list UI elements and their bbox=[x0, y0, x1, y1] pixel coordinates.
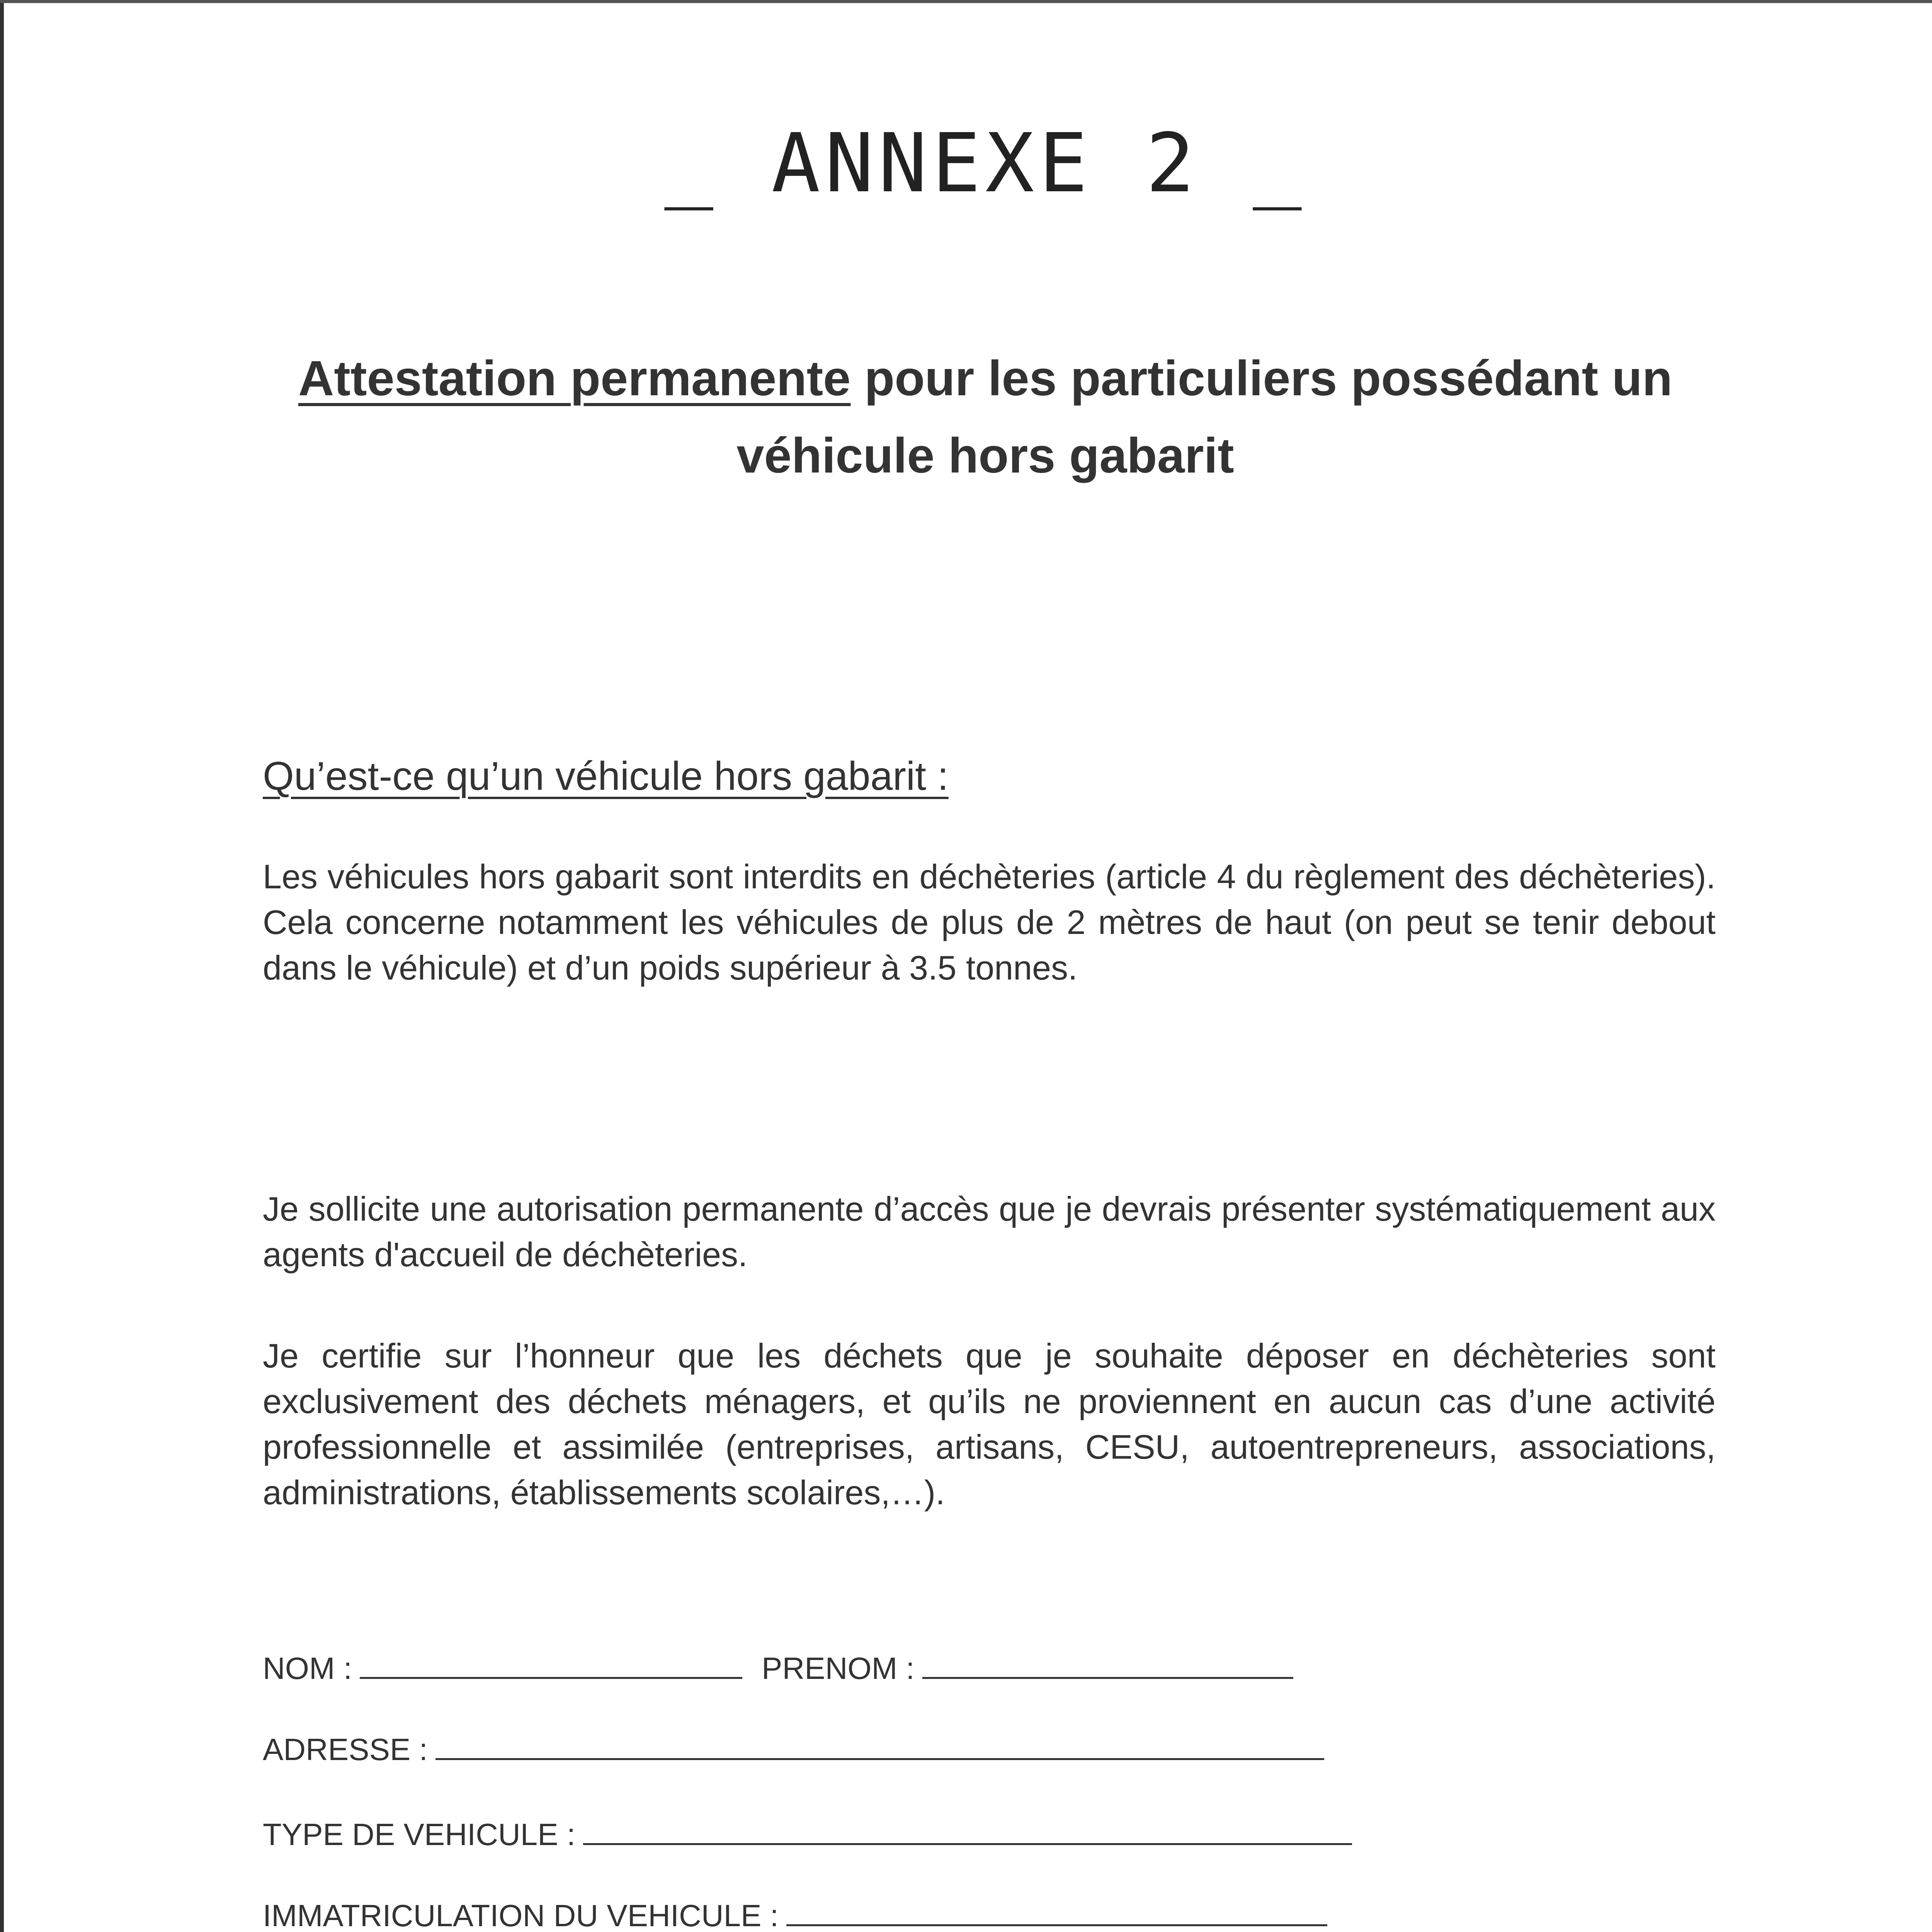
immatriculation-field[interactable] bbox=[786, 1897, 1327, 1926]
document-title bbox=[232, 340, 1739, 495]
paragraph-certification: Je certifie sur l’honneur que les déchets que je souhaite déposer en déchèteries sont exclusivement des déchets ménagers, et qu’ils ne proviennent en aucun cas d’une activité professionnelle et assimilée (entreprises, artisans, CESU, autoentrepreneurs, associations, administrations, établissements scolaires,…). bbox=[263, 1337, 1716, 1512]
title-underlined: Attestation permanente bbox=[298, 351, 851, 406]
type-vehicule-row bbox=[263, 1816, 1352, 1852]
immatriculation-row bbox=[263, 1897, 1327, 1932]
adresse-row bbox=[263, 1731, 1324, 1767]
nom-label: NOM : bbox=[263, 1651, 352, 1685]
prenom-field[interactable] bbox=[922, 1650, 1293, 1679]
immatriculation-label: IMMATRICULATION DU VEHICULE : bbox=[263, 1898, 779, 1932]
nom-prenom-row bbox=[263, 1650, 1293, 1686]
nom-field[interactable] bbox=[360, 1650, 742, 1679]
annex-heading: _ ANNEXE 2 _ bbox=[664, 116, 1306, 211]
scan-edge bbox=[0, 0, 4, 1932]
adresse-label: ADRESSE : bbox=[263, 1732, 428, 1767]
section-heading: Qu’est-ce qu’un véhicule hors gabarit : bbox=[263, 754, 949, 799]
prenom-label: PRENOM : bbox=[762, 1651, 915, 1685]
paragraph-definition: Les véhicules hors gabarit sont interdits en déchèteries (article 4 du règlement des déchèteries). Cela concerne notamment les véhicules de plus de 2 mètres de haut (on peut se tenir debout dans le véhicule) et d’un poids supérieur à 3.5 tonnes. bbox=[263, 857, 1716, 987]
scan-top-edge bbox=[0, 0, 1932, 3]
paragraph-request: Je sollicite une autorisation permanente d’accès que je devrais présenter systématiquement aux agents d'accueil de déchèteries. bbox=[263, 1190, 1716, 1274]
type-vehicule-label: TYPE DE VEHICULE : bbox=[263, 1817, 576, 1852]
title-rest: pour les particuliers possédant un véhicule hors gabarit bbox=[736, 351, 1673, 483]
adresse-field[interactable] bbox=[435, 1731, 1324, 1760]
type-vehicule-field[interactable] bbox=[583, 1816, 1352, 1845]
